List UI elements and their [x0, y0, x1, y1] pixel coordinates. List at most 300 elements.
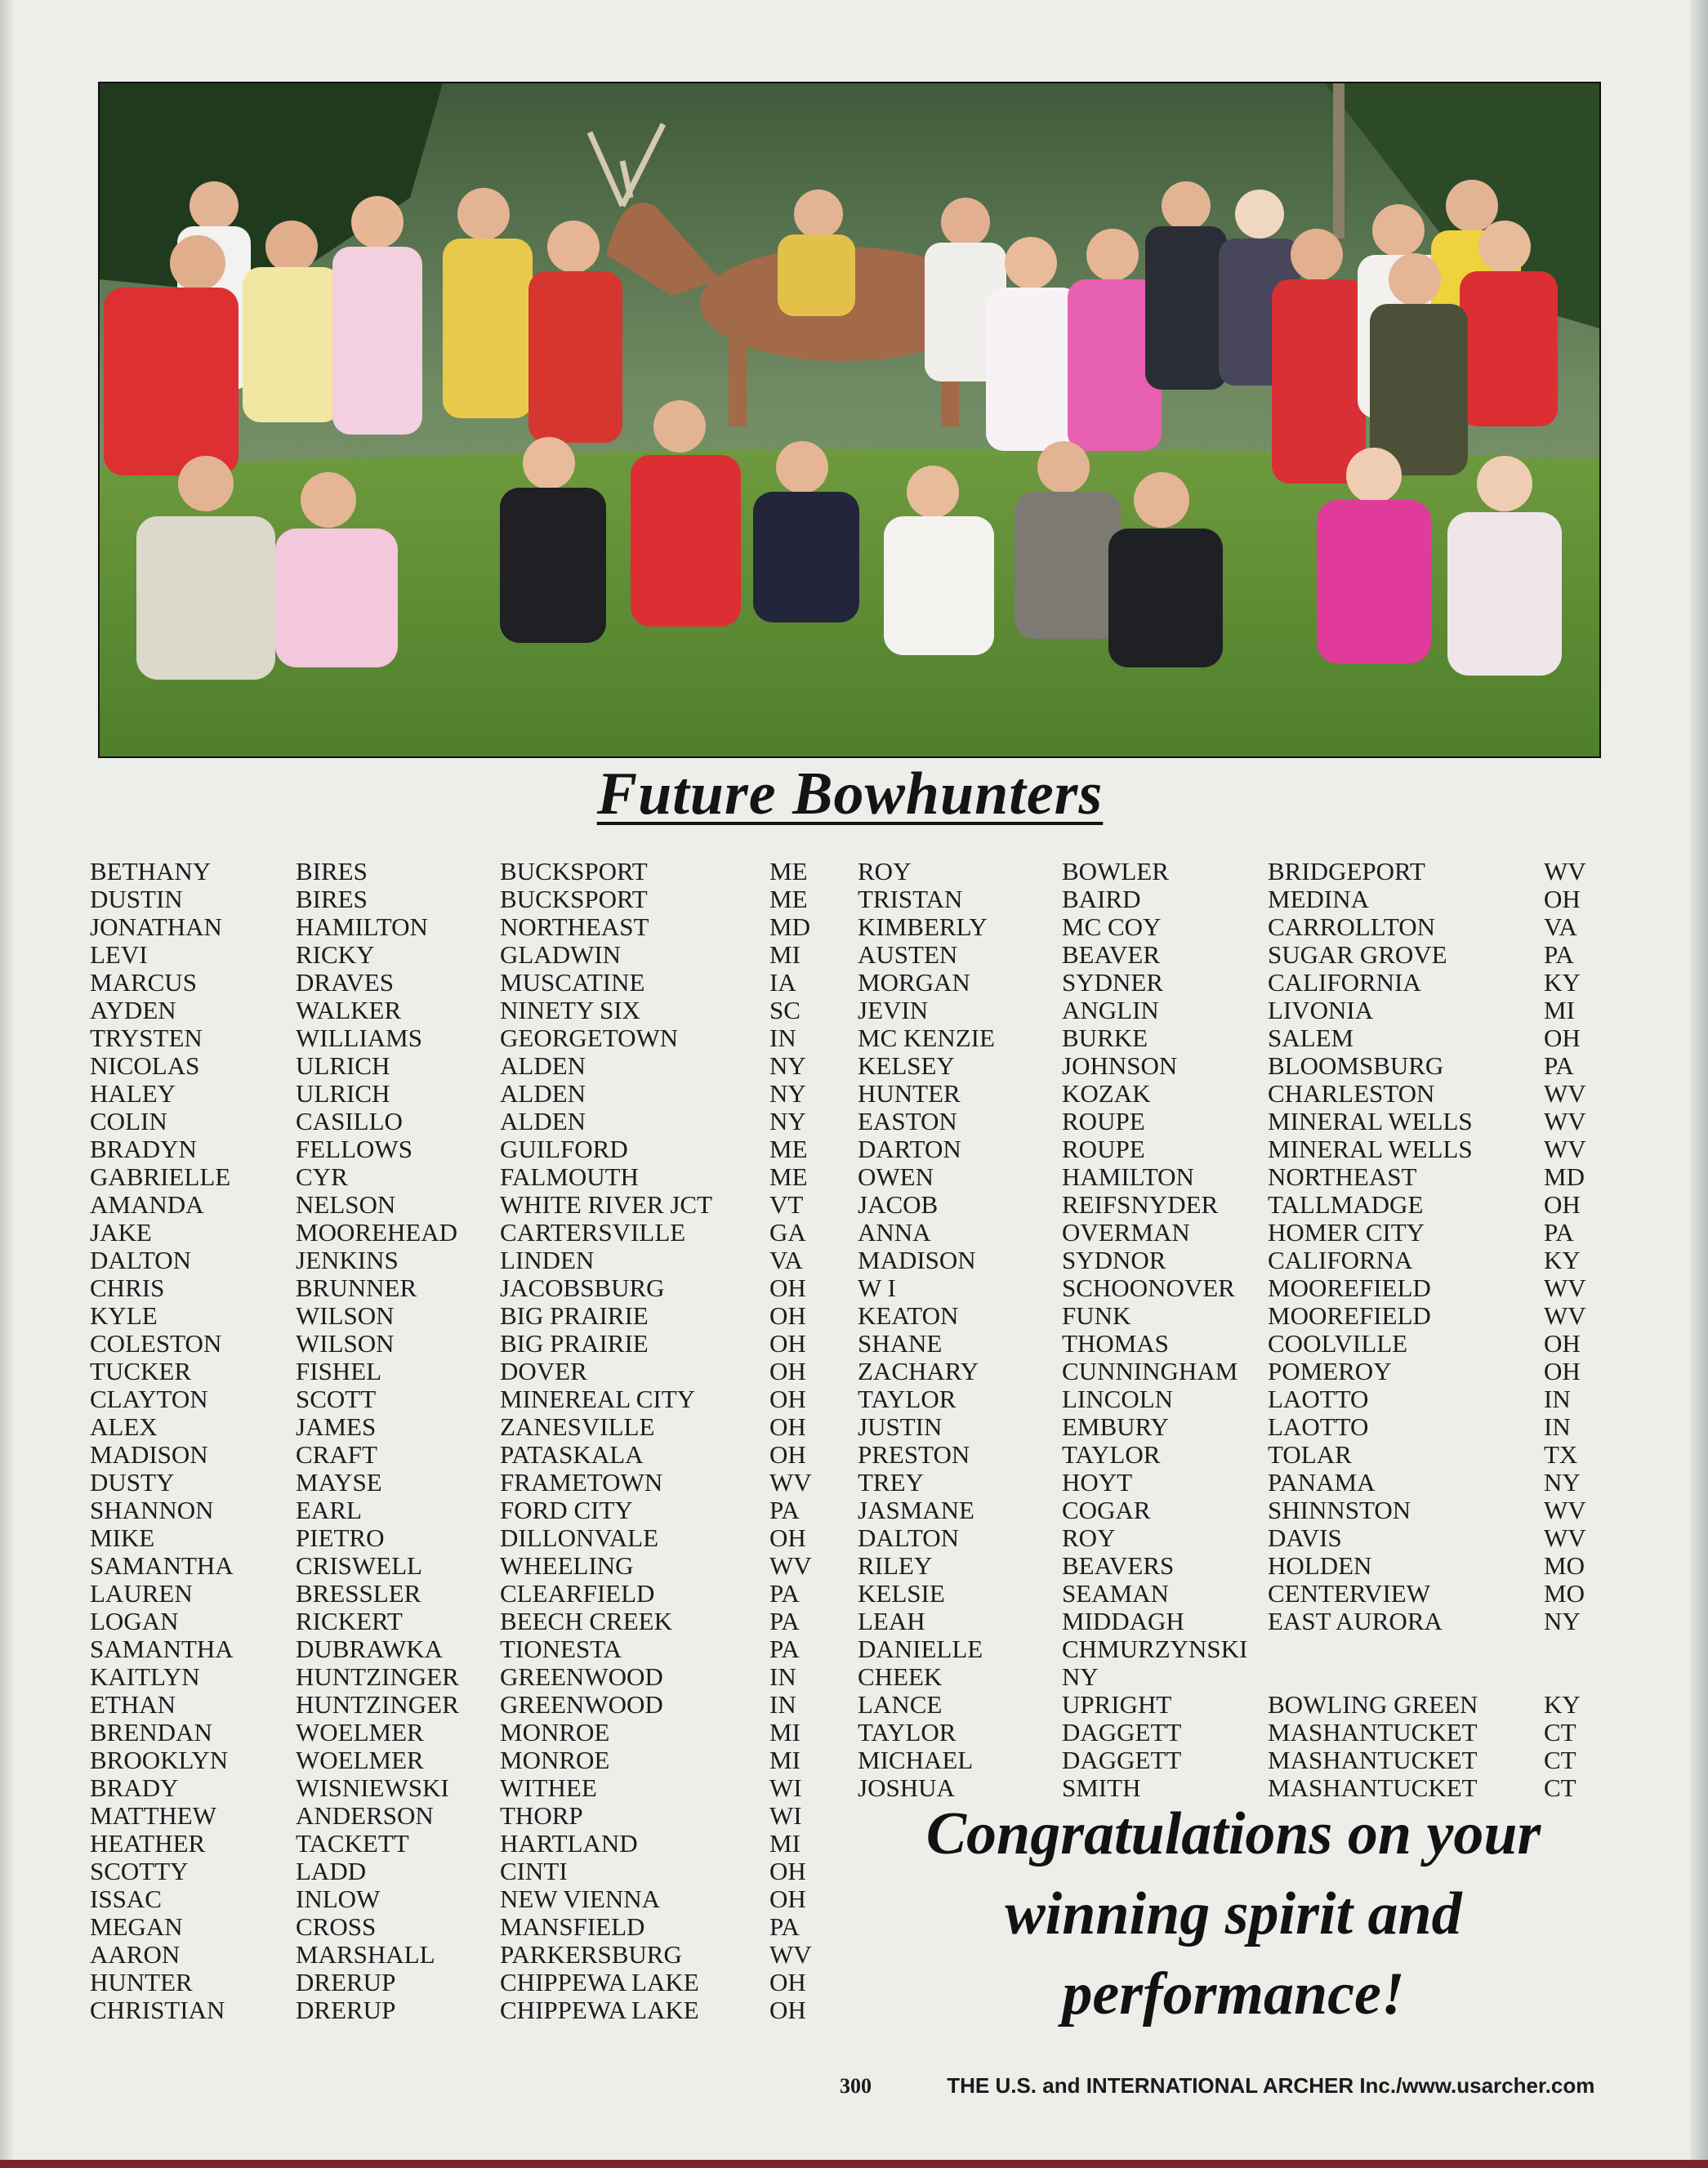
roster-row [858, 913, 1609, 941]
last-name: OVERMAN [1062, 1218, 1190, 1247]
city: CHIPPEWA LAKE [500, 1996, 699, 2024]
state: ME [769, 1162, 808, 1191]
state [1544, 1635, 1593, 1663]
first-name: JOSHUA [858, 1773, 955, 1802]
first-name: RILEY [858, 1551, 933, 1580]
state: WI [769, 1773, 802, 1802]
city: CALIFORNA [1268, 1246, 1413, 1274]
first-name: TRYSTEN [90, 1024, 203, 1052]
state: OH [769, 1968, 806, 1996]
first-name: JUSTIN [858, 1412, 943, 1441]
city: SUGAR GROVE [1268, 940, 1447, 969]
first-name: KEATON [858, 1301, 959, 1330]
roster-row [858, 1413, 1609, 1441]
roster-row [858, 1691, 1609, 1719]
page-edge-bottom [0, 2160, 1708, 2168]
city: GLADWIN [500, 940, 622, 969]
first-name: TREY [858, 1468, 924, 1497]
roster-row [90, 1552, 841, 1580]
first-name: HALEY [90, 1079, 176, 1108]
roster-row [858, 885, 1609, 913]
first-name: LEAH [858, 1607, 925, 1635]
city: TIONESTA [500, 1635, 622, 1663]
last-name: INLOW [296, 1885, 381, 1913]
city: WHITE RIVER JCT [500, 1190, 713, 1219]
last-name: NY [1062, 1662, 1099, 1691]
city: MANSFIELD [500, 1912, 645, 1941]
city: MUSCATINE [500, 968, 645, 997]
last-name: BRUNNER [296, 1274, 417, 1302]
state: SC [769, 996, 800, 1024]
state: KY [1544, 1690, 1581, 1719]
city: GUILFORD [500, 1135, 628, 1163]
city: MINERAL WELLS [1268, 1107, 1473, 1135]
city: JACOBSBURG [500, 1274, 665, 1302]
last-name: UPRIGHT [1062, 1690, 1172, 1719]
state: KY [1544, 1246, 1581, 1274]
last-name: HAMILTON [1062, 1162, 1194, 1191]
city: GREENWOOD [500, 1690, 663, 1719]
city [1268, 1663, 1544, 1691]
first-name: GABRIELLE [90, 1162, 231, 1191]
city: GEORGETOWN [500, 1024, 679, 1052]
city: DAVIS [1268, 1523, 1342, 1552]
city: MINERAL WELLS [1268, 1135, 1473, 1163]
city: CINTI [500, 1857, 568, 1885]
state: OH [1544, 1329, 1581, 1358]
first-name: PRESTON [858, 1440, 970, 1469]
city: MASHANTUCKET [1268, 1773, 1478, 1802]
congrats-line-2: winning spirit and [1005, 1880, 1462, 1947]
roster-row [90, 1746, 841, 1774]
roster-row [90, 1163, 841, 1191]
last-name: SCOTT [296, 1385, 377, 1413]
roster-row [858, 1385, 1609, 1413]
roster-row [858, 1052, 1609, 1080]
last-name: DRAVES [296, 968, 395, 997]
first-name: TAYLOR [858, 1385, 957, 1413]
roster-row [90, 1108, 841, 1135]
roster-row [90, 885, 841, 913]
city: MASHANTUCKET [1268, 1746, 1478, 1774]
state: MO [1544, 1551, 1585, 1580]
last-name: JENKINS [296, 1246, 399, 1274]
last-name: FUNK [1062, 1301, 1131, 1330]
roster-row [90, 941, 841, 969]
last-name: SYDNER [1062, 968, 1164, 997]
last-name: BEAVERS [1062, 1551, 1175, 1580]
state: IN [1544, 1385, 1571, 1413]
roster-row [90, 997, 841, 1024]
state: MI [769, 940, 800, 969]
roster-row [90, 1830, 841, 1858]
first-name: HUNTER [858, 1079, 961, 1108]
first-name: BRADY [90, 1773, 179, 1802]
last-name: PIETRO [296, 1523, 385, 1552]
roster-row [858, 1552, 1609, 1580]
roster-row [858, 1274, 1609, 1302]
city: BIG PRAIRIE [500, 1329, 649, 1358]
state: PA [1544, 940, 1574, 969]
city: HOMER CITY [1268, 1218, 1425, 1247]
first-name: AUSTEN [858, 940, 958, 969]
last-name: ROY [1062, 1523, 1116, 1552]
roster-row [90, 1219, 841, 1247]
first-name: ROY [858, 857, 912, 885]
first-name: EASTON [858, 1107, 957, 1135]
last-name: HUNTZINGER [296, 1690, 459, 1719]
roster-row [858, 1608, 1609, 1635]
first-name: OWEN [858, 1162, 934, 1191]
roster-row [90, 1913, 841, 1941]
roster-row [858, 941, 1609, 969]
page-edge-right [1690, 0, 1708, 2168]
first-name: LEVI [90, 940, 148, 969]
first-name: HUNTER [90, 1968, 193, 1996]
city: CHIPPEWA LAKE [500, 1968, 699, 1996]
state: OH [769, 1274, 806, 1302]
state: PA [1544, 1218, 1574, 1247]
state: WV [1544, 1135, 1586, 1163]
roster-row [90, 1385, 841, 1413]
roster-row [858, 1135, 1609, 1163]
state: PA [769, 1579, 800, 1608]
first-name: LAUREN [90, 1579, 193, 1608]
first-name: SHANNON [90, 1496, 214, 1524]
roster-row [858, 969, 1609, 997]
last-name: BURKE [1062, 1024, 1148, 1052]
page-footer [840, 2073, 1594, 2099]
last-name: BAIRD [1062, 885, 1141, 913]
last-name: JOHNSON [1062, 1051, 1178, 1080]
state: TX [1544, 1440, 1578, 1469]
city: SALEM [1268, 1024, 1354, 1052]
first-name: JACOB [858, 1190, 939, 1219]
first-name: SHANE [858, 1329, 943, 1358]
state: CT [1544, 1773, 1576, 1802]
state: IN [1544, 1412, 1571, 1441]
state: NY [769, 1107, 806, 1135]
state: IN [769, 1662, 796, 1691]
congrats-line-1: Congratulations on your [925, 1800, 1541, 1867]
city: CHARLESTON [1268, 1079, 1435, 1108]
city: LAOTTO [1268, 1412, 1369, 1441]
last-name: TAYLOR [1062, 1440, 1161, 1469]
last-name: DRERUP [296, 1968, 396, 1996]
city: CENTERVIEW [1268, 1579, 1430, 1608]
title-text: Future Bowhunters [596, 761, 1104, 827]
last-name: LADD [296, 1857, 367, 1885]
first-name: DUSTIN [90, 885, 183, 913]
city: CARTERSVILLE [500, 1218, 686, 1247]
state: WV [1544, 1523, 1586, 1552]
last-name: CUNNINGHAM [1062, 1357, 1238, 1385]
city: LINDEN [500, 1246, 595, 1274]
first-name: MORGAN [858, 968, 970, 997]
last-name: ROUPE [1062, 1107, 1145, 1135]
first-name: LOGAN [90, 1607, 179, 1635]
first-name: KAITLYN [90, 1662, 200, 1691]
last-name: JAMES [296, 1412, 377, 1441]
page-number: 300 [840, 2074, 872, 2098]
last-name: KOZAK [1062, 1079, 1151, 1108]
first-name: BRENDAN [90, 1718, 212, 1746]
first-name: CHRIS [90, 1274, 165, 1302]
first-name: MC KENZIE [858, 1024, 995, 1052]
roster-row [90, 1996, 841, 2024]
roster-row [858, 1746, 1609, 1774]
roster-row [858, 1719, 1609, 1746]
roster-row [858, 1330, 1609, 1358]
roster-left-column [90, 858, 841, 2024]
last-name: ANDERSON [296, 1801, 434, 1830]
city: NINETY SIX [500, 996, 640, 1024]
first-name: MIKE [90, 1523, 155, 1552]
last-name: WILSON [296, 1301, 395, 1330]
city: CLEARFIELD [500, 1579, 655, 1608]
last-name: ULRICH [296, 1079, 390, 1108]
last-name: RICKERT [296, 1607, 403, 1635]
state: ME [769, 857, 808, 885]
first-name: ISSAC [90, 1885, 162, 1913]
city: WHEELING [500, 1551, 634, 1580]
roster-row [858, 1302, 1609, 1330]
last-name: FELLOWS [296, 1135, 413, 1163]
roster-row [90, 1135, 841, 1163]
first-name: CLAYTON [90, 1385, 208, 1413]
roster-row [858, 1497, 1609, 1524]
roster-row [90, 913, 841, 941]
first-name: MADISON [858, 1246, 976, 1274]
state: NY [769, 1079, 806, 1108]
last-name: HAMILTON [296, 912, 428, 941]
first-name: CHEEK [858, 1662, 943, 1691]
city [1268, 1635, 1544, 1663]
first-name: MADISON [90, 1440, 208, 1469]
first-name: ALEX [90, 1412, 158, 1441]
last-name: WOELMER [296, 1746, 424, 1774]
last-name: CRISWELL [296, 1551, 422, 1580]
roster-row [858, 997, 1609, 1024]
city: ZANESVILLE [500, 1412, 655, 1441]
roster-row [858, 1663, 1609, 1691]
last-name: BIRES [296, 857, 368, 885]
last-name: CRAFT [296, 1440, 377, 1469]
state: OH [769, 1523, 806, 1552]
city: FORD CITY [500, 1496, 633, 1524]
city: BUCKSPORT [500, 885, 648, 913]
roster-row [90, 1080, 841, 1108]
city: BOWLING GREEN [1268, 1690, 1478, 1719]
roster-row [858, 858, 1609, 885]
state: OH [769, 1996, 806, 2024]
city: HARTLAND [500, 1829, 638, 1858]
state: PA [1544, 1051, 1574, 1080]
state: NY [1544, 1607, 1581, 1635]
last-name: FISHEL [296, 1357, 382, 1385]
last-name: DUBRAWKA [296, 1635, 444, 1663]
roster-row [90, 1469, 841, 1497]
first-name: DARTON [858, 1135, 961, 1163]
state: KY [1544, 968, 1581, 997]
roster-row [90, 1774, 841, 1802]
roster-row [90, 1524, 841, 1552]
roster-row [858, 1247, 1609, 1274]
roster-row [858, 1469, 1609, 1497]
roster-row [858, 1441, 1609, 1469]
last-name: WOELMER [296, 1718, 424, 1746]
state [1544, 1663, 1593, 1691]
city: DOVER [500, 1357, 587, 1385]
state: OH [1544, 1357, 1581, 1385]
roster-row [90, 1802, 841, 1830]
congrats-line-3: performance! [1062, 1961, 1405, 2027]
first-name: DALTON [90, 1246, 192, 1274]
first-name: ETHAN [90, 1690, 176, 1719]
last-name: CROSS [296, 1912, 377, 1941]
first-name: TRISTAN [858, 885, 963, 913]
roster-row [90, 1580, 841, 1608]
roster-row [90, 1969, 841, 1996]
state: OH [769, 1301, 806, 1330]
last-name: BOWLER [1062, 857, 1169, 885]
last-name: MC COY [1062, 912, 1162, 941]
state: CT [1544, 1718, 1576, 1746]
roster-row [90, 1941, 841, 1969]
first-name: BRADYN [90, 1135, 197, 1163]
state: WV [769, 1468, 812, 1497]
first-name: SAMANTHA [90, 1551, 234, 1580]
state: WV [769, 1940, 812, 1969]
state: IN [769, 1024, 796, 1052]
state: PA [769, 1635, 800, 1663]
first-name: AARON [90, 1940, 181, 1969]
state: WV [1544, 1079, 1586, 1108]
first-name: JASMANE [858, 1496, 974, 1524]
first-name: KELSEY [858, 1051, 955, 1080]
last-name: MARSHALL [296, 1940, 435, 1969]
city: LIVONIA [1268, 996, 1374, 1024]
state: OH [769, 1385, 806, 1413]
state: ME [769, 1135, 808, 1163]
last-name: EARL [296, 1496, 362, 1524]
state: OH [769, 1357, 806, 1385]
last-name: EMBURY [1062, 1412, 1169, 1441]
state: OH [769, 1329, 806, 1358]
roster-row [858, 1358, 1609, 1385]
roster-row [90, 1358, 841, 1385]
state: NY [1544, 1468, 1581, 1497]
city: WITHEE [500, 1773, 597, 1802]
roster-row [90, 1024, 841, 1052]
last-name: ANGLIN [1062, 996, 1159, 1024]
state: IA [769, 968, 796, 997]
last-name: MIDDAGH [1062, 1607, 1184, 1635]
first-name: TAYLOR [858, 1718, 957, 1746]
last-name: THOMAS [1062, 1329, 1169, 1358]
first-name: DUSTY [90, 1468, 175, 1497]
roster-row [90, 1608, 841, 1635]
state: WI [769, 1801, 802, 1830]
first-name: JAKE [90, 1218, 152, 1247]
first-name: W I [858, 1274, 896, 1302]
roster-row [90, 858, 841, 885]
first-name: MICHAEL [858, 1746, 974, 1774]
first-name: SAMANTHA [90, 1635, 234, 1663]
last-name: HOYT [1062, 1468, 1133, 1497]
state: PA [769, 1607, 800, 1635]
last-name: CYR [296, 1162, 348, 1191]
last-name: DAGGETT [1062, 1746, 1182, 1774]
last-name: RICKY [296, 940, 375, 969]
state: IN [769, 1690, 796, 1719]
last-name: BEAVER [1062, 940, 1161, 969]
last-name: ULRICH [296, 1051, 390, 1080]
city: MINEREAL CITY [500, 1385, 696, 1413]
first-name: HEATHER [90, 1829, 206, 1858]
last-name: TACKETT [296, 1829, 409, 1858]
last-name: MOOREHEAD [296, 1218, 458, 1247]
roster-row [858, 1191, 1609, 1219]
roster-row [90, 1052, 841, 1080]
first-name: NICOLAS [90, 1051, 200, 1080]
city: CARROLLTON [1268, 912, 1435, 941]
city: FALMOUTH [500, 1162, 639, 1191]
first-name: SCOTTY [90, 1857, 189, 1885]
congratulations-message [850, 1794, 1617, 2034]
group-photo [98, 82, 1601, 758]
roster-row [90, 1330, 841, 1358]
last-name: NELSON [296, 1190, 396, 1219]
city: NEW VIENNA [500, 1885, 661, 1913]
last-name: BRESSLER [296, 1579, 421, 1608]
city: MASHANTUCKET [1268, 1718, 1478, 1746]
roster-row [90, 969, 841, 997]
city: EAST AURORA [1268, 1607, 1443, 1635]
first-name: MATTHEW [90, 1801, 216, 1830]
roster-row [90, 1413, 841, 1441]
first-name: AYDEN [90, 996, 176, 1024]
city: ALDEN [500, 1079, 586, 1108]
state: OH [1544, 885, 1581, 913]
state: OH [1544, 1190, 1581, 1219]
state: MO [1544, 1579, 1585, 1608]
state: OH [769, 1440, 806, 1469]
city: MOOREFIELD [1268, 1301, 1431, 1330]
city: POMEROY [1268, 1357, 1392, 1385]
city: BIG PRAIRIE [500, 1301, 649, 1330]
state: NY [769, 1051, 806, 1080]
first-name: BETHANY [90, 857, 212, 885]
city: FRAMETOWN [500, 1468, 663, 1497]
last-name: WALKER [296, 996, 402, 1024]
publisher-credit: THE U.S. and INTERNATIONAL ARCHER Inc./www.usarcher.com [947, 2073, 1595, 2098]
roster-row [858, 1219, 1609, 1247]
city: GREENWOOD [500, 1662, 663, 1691]
first-name: JEVIN [858, 996, 929, 1024]
roster-row [858, 1580, 1609, 1608]
city: BEECH CREEK [500, 1607, 672, 1635]
state: WV [1544, 1107, 1586, 1135]
city: MONROE [500, 1746, 610, 1774]
state: OH [1544, 1024, 1581, 1052]
state: OH [769, 1857, 806, 1885]
state: GA [769, 1218, 806, 1247]
city: NORTHEAST [1268, 1162, 1417, 1191]
last-name: ROUPE [1062, 1135, 1145, 1163]
last-name: HUNTZINGER [296, 1662, 459, 1691]
first-name: TUCKER [90, 1357, 191, 1385]
